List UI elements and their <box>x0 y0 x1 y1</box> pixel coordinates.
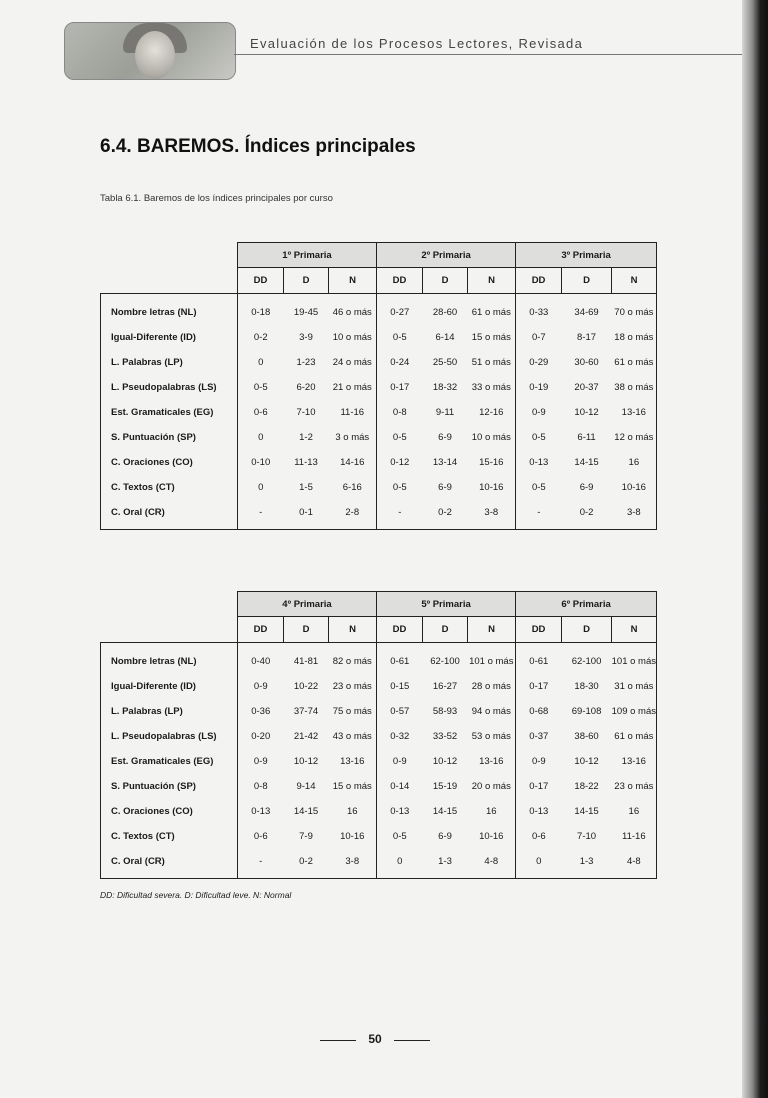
table-cell: 14-15 <box>574 805 599 817</box>
row-label: C. Oraciones (CO) <box>101 450 238 475</box>
column-header: N <box>329 268 377 294</box>
table-cell: 3-8 <box>612 500 657 530</box>
table-cell: 34-69 <box>574 306 599 318</box>
column-header: N <box>612 617 657 643</box>
table-cell: 10-16 <box>479 830 504 842</box>
table-cell: 0-17 <box>516 674 562 699</box>
table-cell: 43 o más <box>332 730 372 742</box>
table-row <box>101 400 657 425</box>
table-cell: 4-8 <box>612 849 657 879</box>
table-cell: 31 o más <box>612 674 657 699</box>
table-cell: 0-40 <box>238 642 284 674</box>
column-header: DD <box>377 268 423 294</box>
table-caption: Tabla 6.1. Baremos de los índices principales por curso <box>100 193 333 204</box>
table-cell: 12-16 <box>479 406 504 418</box>
table-cell: 0-2 <box>238 325 284 350</box>
table-cell: 0-36 <box>238 699 284 724</box>
table-cell: 13-16 <box>340 755 365 767</box>
table-row <box>101 724 657 749</box>
table-cell: 38 o más <box>612 375 657 400</box>
table-cell: 0-7 <box>516 325 562 350</box>
table-cell: 30-60 <box>574 356 599 368</box>
table-cell: 101 o más <box>612 642 657 674</box>
table-cell: 13-16 <box>612 400 657 425</box>
table-cell: - <box>516 500 562 530</box>
table-cell: 10-12 <box>574 755 599 767</box>
grade-header: 6º Primaria <box>516 592 657 617</box>
table-cell: 14-15 <box>574 456 599 468</box>
table-cell: 3 o más <box>335 431 370 443</box>
table-cell: 23 o más <box>332 680 372 692</box>
page-edge-shadow <box>742 0 768 1098</box>
running-header: Evaluación de los Procesos Lectores, Revisada <box>250 36 584 51</box>
table-cell: 10-12 <box>432 755 458 767</box>
table-cell: 11-16 <box>612 824 657 849</box>
table-cell: 14-16 <box>340 456 365 468</box>
table-row <box>101 849 657 879</box>
table-cell: 0-68 <box>516 699 562 724</box>
table-cell: 1-3 <box>423 849 468 879</box>
table-cell: 6-9 <box>438 481 452 493</box>
table-cell: 101 o más <box>469 655 514 667</box>
table-cell: 14-15 <box>293 805 319 817</box>
row-label: L. Pseudopalabras (LS) <box>101 724 238 749</box>
row-label: Est. Gramaticales (EG) <box>101 400 238 425</box>
table-cell: 33-52 <box>432 730 458 742</box>
column-header: DD <box>377 617 423 643</box>
table-cell: 0-6 <box>238 400 284 425</box>
table-row <box>101 699 657 724</box>
table-cell: 0-8 <box>377 400 423 425</box>
table-row <box>101 450 657 475</box>
table-cell: 0 <box>377 849 423 879</box>
table-cell: 1-3 <box>562 849 612 879</box>
table-cell: 1-2 <box>299 431 313 443</box>
table-cell: 0-17 <box>377 375 423 400</box>
footer-rule-right <box>394 1040 430 1041</box>
table-cell: 18 o más <box>612 325 657 350</box>
row-label: Igual-Diferente (ID) <box>101 325 238 350</box>
table-cell: 0-10 <box>238 450 284 475</box>
table-cell: 0 <box>516 849 562 879</box>
table-cell: 0-5 <box>377 325 423 350</box>
row-label: C. Textos (CT) <box>101 824 238 849</box>
column-header: D <box>284 617 329 643</box>
table-cell: 0-32 <box>377 724 423 749</box>
table-cell: 15-19 <box>432 780 458 792</box>
table-cell: 75 o más <box>332 705 372 717</box>
table-cell: 25-50 <box>432 356 458 368</box>
table-cell: 19-45 <box>293 306 319 318</box>
table-row <box>101 824 657 849</box>
row-label: C. Oral (CR) <box>101 500 238 530</box>
column-header: DD <box>516 268 562 294</box>
table-cell: 0-13 <box>516 450 562 475</box>
table-cell: 0-9 <box>238 749 284 774</box>
table-cell: 0-29 <box>516 350 562 375</box>
table-cell: 7-10 <box>577 830 597 842</box>
table-cell: 13-14 <box>432 456 458 468</box>
table-cell: 0-5 <box>516 475 562 500</box>
column-header: N <box>468 617 516 643</box>
column-header: D <box>423 268 468 294</box>
table-cell: 16 <box>346 805 358 817</box>
table-cell: 23 o más <box>612 774 657 799</box>
column-header: N <box>329 617 377 643</box>
table-cell: 18-32 <box>432 381 458 393</box>
table-cell: 10 o más <box>471 431 511 443</box>
table-cell: 0-61 <box>516 642 562 674</box>
table-cell: 9-14 <box>296 780 316 792</box>
table-row <box>101 500 657 530</box>
table-cell: 6-9 <box>438 830 452 842</box>
table-row <box>101 774 657 799</box>
table-cell: 0-1 <box>284 500 329 530</box>
table-cell: 0-12 <box>377 450 423 475</box>
column-header: D <box>562 268 612 294</box>
table-cell: 0 <box>238 425 284 450</box>
table-cell: 10-12 <box>574 406 599 418</box>
table-cell: 16-27 <box>432 680 458 692</box>
table-cell: 3-9 <box>299 331 313 343</box>
table-cell: 10 o más <box>332 331 372 343</box>
column-header: N <box>612 268 657 294</box>
table-cell: 0-14 <box>377 774 423 799</box>
table-cell: 41-81 <box>293 655 319 667</box>
row-label: Igual-Diferente (ID) <box>101 674 238 699</box>
column-header: D <box>562 617 612 643</box>
table-cell: 38-60 <box>574 730 599 742</box>
page-footer <box>320 1032 430 1048</box>
table-cell: 14-15 <box>432 805 458 817</box>
column-header: D <box>284 268 329 294</box>
table-cell: 0-5 <box>377 425 423 450</box>
table-cell: 0-2 <box>562 500 612 530</box>
table-cell: 58-93 <box>432 705 458 717</box>
table-cell: - <box>377 500 423 530</box>
table-cell: 10-16 <box>612 475 657 500</box>
table-cell: 0-5 <box>377 824 423 849</box>
table-cell: 82 o más <box>332 655 372 667</box>
table-cell: 16 <box>612 799 657 824</box>
table-cell: 0-9 <box>516 749 562 774</box>
table-row <box>101 674 657 699</box>
table-cell: 53 o más <box>471 730 511 742</box>
column-header: DD <box>516 617 562 643</box>
table-cell: 10-22 <box>293 680 319 692</box>
table-cell: 0-37 <box>516 724 562 749</box>
table-cell: 3-8 <box>468 500 516 530</box>
table-cell: 0-24 <box>377 350 423 375</box>
row-label: L. Pseudopalabras (LS) <box>101 375 238 400</box>
table-cell: 6-9 <box>579 481 594 493</box>
row-label: S. Puntuación (SP) <box>101 425 238 450</box>
table-row <box>101 749 657 774</box>
column-header: DD <box>238 617 284 643</box>
table-row <box>101 350 657 375</box>
grade-header: 5º Primaria <box>377 592 516 617</box>
table-cell: - <box>238 500 284 530</box>
table-cell: 6-16 <box>342 481 362 493</box>
table-cell: 0-6 <box>516 824 562 849</box>
table-row <box>101 325 657 350</box>
table-cell: 0-57 <box>377 699 423 724</box>
table-cell: 6-11 <box>577 431 596 443</box>
table-row <box>101 799 657 824</box>
table-cell: 0-9 <box>377 749 423 774</box>
table-cell: 0-5 <box>516 425 562 450</box>
section-title: 6.4. BAREMOS. Índices principales <box>100 136 416 157</box>
table-cell: 8-17 <box>577 331 597 343</box>
row-label: L. Palabras (LP) <box>101 699 238 724</box>
table-cell: 7-10 <box>296 406 316 418</box>
table-cell: 10-16 <box>479 481 504 493</box>
table-cell: 6-20 <box>296 381 316 393</box>
row-label: S. Puntuación (SP) <box>101 774 238 799</box>
table-cell: 109 o más <box>612 699 657 724</box>
table-cell: 46 o más <box>332 306 372 318</box>
table-cell: 0-13 <box>516 799 562 824</box>
table-cell: 21-42 <box>293 730 319 742</box>
table-cell: 20-37 <box>574 381 599 393</box>
table-row <box>101 642 657 674</box>
page-number: 50 <box>368 1032 382 1046</box>
row-label: Nombre letras (NL) <box>101 293 238 325</box>
table-cell: 0-27 <box>377 293 423 325</box>
table-row <box>101 375 657 400</box>
table-cell: 28 o más <box>471 680 511 692</box>
table-cell: 0-33 <box>516 293 562 325</box>
row-label: Est. Gramaticales (EG) <box>101 749 238 774</box>
table-cell: 0 <box>238 475 284 500</box>
table-cell: 51 o más <box>471 356 511 368</box>
table-cell: 9-11 <box>435 406 455 418</box>
photo-face <box>135 31 175 79</box>
table-cell: 11-16 <box>340 406 365 418</box>
table-cell: 13-16 <box>479 755 504 767</box>
table-cell: 0-19 <box>516 375 562 400</box>
table-cell: 61 o más <box>612 724 657 749</box>
table-cell: 33 o más <box>471 381 511 393</box>
row-label: C. Oraciones (CO) <box>101 799 238 824</box>
table-cell: 24 o más <box>332 356 372 368</box>
table-cell: - <box>238 849 284 879</box>
legend-note: DD: Dificultad severa. D: Dificultad leve. N: Normal <box>100 890 292 900</box>
table-cell: 61 o más <box>612 350 657 375</box>
baremos-table-1-3 <box>100 242 657 530</box>
table-cell: 12 o más <box>612 425 657 450</box>
table-cell: 0-5 <box>238 375 284 400</box>
table-cell: 3-8 <box>329 849 377 879</box>
table-cell: 10-12 <box>293 755 319 767</box>
table-cell: 11-13 <box>294 456 318 468</box>
table-cell: 6-9 <box>438 431 452 443</box>
table-cell: 1-23 <box>296 356 316 368</box>
row-label: C. Textos (CT) <box>101 475 238 500</box>
table-cell: 28-60 <box>432 306 458 318</box>
table-cell: 0-20 <box>238 724 284 749</box>
table-cell: 94 o más <box>471 705 511 717</box>
table-cell: 1-5 <box>299 481 313 493</box>
table-cell: 0-15 <box>377 674 423 699</box>
table-cell: 0-9 <box>238 674 284 699</box>
table-cell: 0-8 <box>238 774 284 799</box>
row-label: L. Palabras (LP) <box>101 350 238 375</box>
column-header: D <box>423 617 468 643</box>
grade-header: 2º Primaria <box>377 243 516 268</box>
column-header: DD <box>238 268 284 294</box>
header-rule <box>234 54 742 55</box>
footer-rule-left <box>320 1040 356 1041</box>
table-cell: 15 o más <box>471 331 511 343</box>
baremos-table-4-6 <box>100 591 657 879</box>
table-cell: 16 <box>612 450 657 475</box>
table-cell: 15-16 <box>479 456 504 468</box>
table-cell: 15 o más <box>332 780 372 792</box>
table-cell: 62-100 <box>571 655 602 667</box>
table-row <box>101 475 657 500</box>
table-cell: 0-61 <box>377 642 423 674</box>
table-cell: 0-6 <box>238 824 284 849</box>
table-cell: 10-16 <box>340 830 365 842</box>
table-cell: 0-2 <box>423 500 468 530</box>
table-cell: 4-8 <box>468 849 516 879</box>
row-label: C. Oral (CR) <box>101 849 238 879</box>
table-cell: 0-2 <box>284 849 329 879</box>
grade-header: 4º Primaria <box>238 592 377 617</box>
table-cell: 69-108 <box>571 705 602 717</box>
row-label: Nombre letras (NL) <box>101 642 238 674</box>
table-cell: 0-5 <box>377 475 423 500</box>
table-row <box>101 293 657 325</box>
table-cell: 16 <box>486 805 497 817</box>
header-photo <box>64 22 236 80</box>
table-cell: 13-16 <box>612 749 657 774</box>
table-cell: 37-74 <box>293 705 319 717</box>
grade-header: 3º Primaria <box>516 243 657 268</box>
grade-header: 1º Primaria <box>238 243 377 268</box>
table-cell: 62-100 <box>430 655 460 667</box>
table-cell: 6-14 <box>435 331 455 343</box>
table-cell: 21 o más <box>332 381 372 393</box>
table-cell: 0-9 <box>516 400 562 425</box>
column-header: N <box>468 268 516 294</box>
table-cell: 0-13 <box>377 799 423 824</box>
table-cell: 18-30 <box>574 680 599 692</box>
table-cell: 0-17 <box>516 774 562 799</box>
table-cell: 7-9 <box>299 830 313 842</box>
table-cell: 2-8 <box>329 500 377 530</box>
table-cell: 0-13 <box>238 799 284 824</box>
table-cell: 0-18 <box>238 293 284 325</box>
table-cell: 20 o más <box>471 780 511 792</box>
table-cell: 70 o más <box>612 293 657 325</box>
table-cell: 61 o más <box>471 306 511 318</box>
table-cell: 0 <box>238 350 284 375</box>
table-row <box>101 425 657 450</box>
table-cell: 18-22 <box>574 780 599 792</box>
